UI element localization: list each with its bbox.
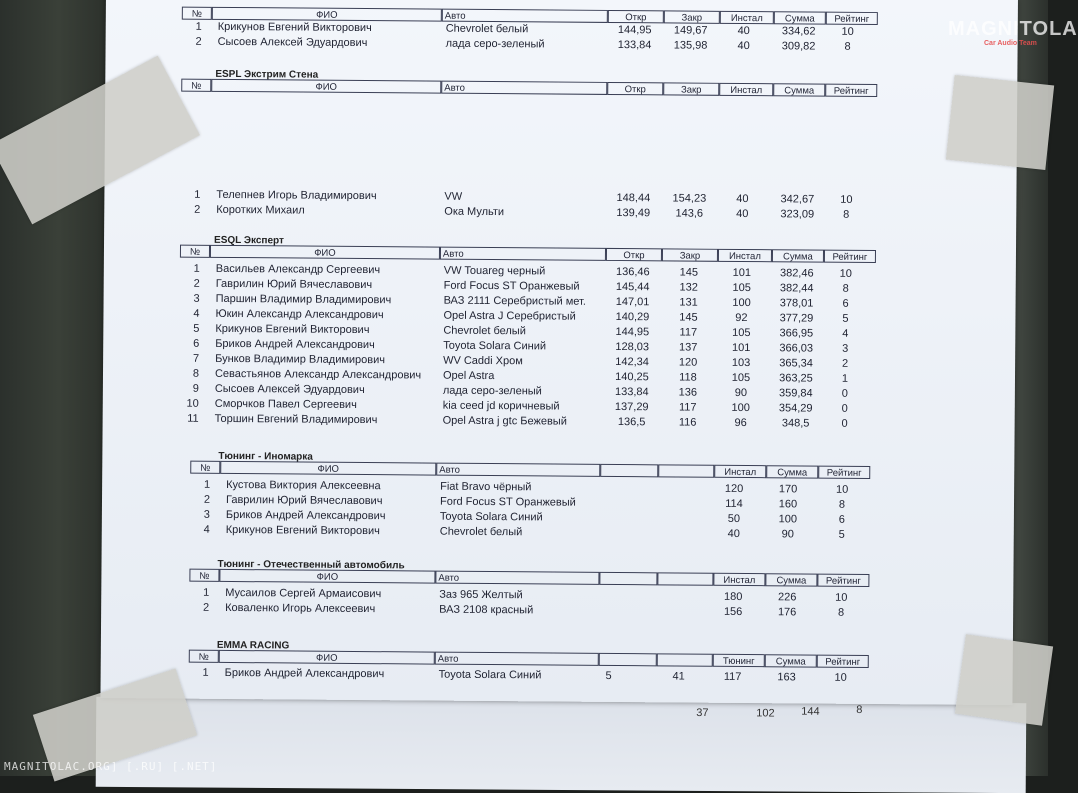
cell-c2: 145 <box>670 266 708 278</box>
header-auto: Авто <box>441 81 607 95</box>
section-title: Тюнинг - Иномарка <box>218 451 313 463</box>
cell-auto: Opel Astra <box>443 370 494 382</box>
header-no: № <box>190 461 220 474</box>
header-fio: ФИО <box>219 569 435 584</box>
cell-fio: Бунков Владимир Владимирович <box>215 353 385 366</box>
cell-c4: 366,95 <box>775 327 817 339</box>
cell-c3: 40 <box>726 25 762 37</box>
cell-fio: Крикунов Евгений Викторович <box>215 323 369 336</box>
cell-c5: 0 <box>827 388 863 400</box>
magnitola-logo-sub: Car Audio Team <box>984 40 1037 47</box>
header-otkr: Откр <box>607 82 663 95</box>
cell-no: 7 <box>183 353 199 365</box>
cell-c3: 40 <box>724 208 760 220</box>
cell-no: 10 <box>183 398 199 410</box>
cell-auto: Fiat Bravo чёрный <box>440 481 531 494</box>
cell-no: 1 <box>193 587 209 599</box>
header-summa: Сумма <box>765 654 817 667</box>
cell-c5: 10 <box>828 194 864 206</box>
cell-fio: Паршин Владимир Владимирович <box>216 293 392 306</box>
header-zakr: Закр <box>664 10 720 23</box>
cell-fio: Сысоев Алексей Эдуардович <box>215 383 365 396</box>
cell-c5: 3 <box>827 343 863 355</box>
cell-c5: 4 <box>827 328 863 340</box>
header-otkr: Откр <box>608 10 664 23</box>
cell-c4: 342,67 <box>776 193 818 205</box>
cell-fio: Васильев Александр Сергеевич <box>216 263 380 276</box>
cell-c4: 163 <box>769 671 805 683</box>
header-no: № <box>181 79 211 92</box>
cell-no: 1 <box>184 189 200 201</box>
cell-no: 8 <box>183 368 199 380</box>
cell-c4: 365,34 <box>775 357 817 369</box>
cell-c1: 133,84 <box>613 386 651 398</box>
cell-no: 1 <box>193 667 209 679</box>
cell-no: 5 <box>183 323 199 335</box>
second-sheet <box>96 697 1027 793</box>
peek-value-a: 37 <box>696 707 708 719</box>
cell-no: 2 <box>194 494 210 506</box>
header-no: № <box>189 650 219 663</box>
cell-auto: VW Touareg черный <box>444 265 546 278</box>
cell-auto: Toyota Solara Синий <box>440 511 543 524</box>
cell-c3: 101 <box>723 342 759 354</box>
cell-c5: 10 <box>824 484 860 496</box>
header-empty <box>658 464 714 477</box>
cell-c3: 50 <box>716 513 752 525</box>
header-auto: Авто <box>435 571 599 585</box>
cell-c1: 148,44 <box>614 192 652 204</box>
cell-fio: Кустова Виктория Алексеевна <box>226 479 381 492</box>
cell-c2: 149,67 <box>672 24 710 36</box>
cell-c5: 8 <box>823 607 859 619</box>
tape-top-right <box>946 75 1054 170</box>
cell-auto: лада серо-зеленый <box>443 385 542 398</box>
cell-no: 2 <box>184 204 200 216</box>
cell-c2: 145 <box>669 311 707 323</box>
header-instal: Инстал <box>713 573 765 586</box>
cell-c5: 6 <box>824 514 860 526</box>
cell-c1: 140,25 <box>613 371 651 383</box>
cell-auto: VW <box>444 191 462 203</box>
cell-auto: Заз 965 Желтый <box>439 589 523 602</box>
header-rating: Рейтинг <box>817 574 869 587</box>
cell-fio: Гаврилин Юрий Вячеславович <box>216 278 373 291</box>
header-rating: Рейтинг <box>817 655 869 668</box>
cell-no: 1 <box>194 479 210 491</box>
cell-c3: 40 <box>724 193 760 205</box>
cell-c1: 144,95 <box>616 24 654 36</box>
cell-no: 4 <box>194 524 210 536</box>
header-no: № <box>180 245 210 258</box>
section-title: Тюнинг - Отечественный автомобиль <box>217 559 404 571</box>
cell-c5: 10 <box>823 672 859 684</box>
cell-auto: Chevrolet белый <box>446 23 529 36</box>
cell-c3: 101 <box>724 267 760 279</box>
cell-no: 2 <box>193 602 209 614</box>
magnitola-logo: MAGNITOLA <box>948 18 1034 41</box>
cell-c4: 323,09 <box>776 208 818 220</box>
cell-c2: 118 <box>669 371 707 383</box>
header-auto: Авто <box>436 463 600 477</box>
section-title: ESPL Экстрим Стена <box>215 69 318 81</box>
cell-c2: 135,98 <box>672 39 710 51</box>
cell-c3: 117 <box>715 671 751 683</box>
cell-auto: Toyota Solara Синий <box>439 669 542 682</box>
cell-c2: 41 <box>659 670 699 682</box>
header-empty <box>599 572 657 585</box>
cell-auto: Chevrolet белый <box>440 526 523 539</box>
cell-no: 9 <box>183 383 199 395</box>
header-fio: ФИО <box>212 7 442 22</box>
header-empty <box>657 653 713 666</box>
cell-c1: 136,5 <box>613 416 651 428</box>
header-auto: Авто <box>442 9 608 23</box>
cell-fio: Бриков Андрей Александрович <box>225 667 385 680</box>
cell-auto: Ока Мульти <box>444 206 504 218</box>
cell-c5: 5 <box>827 313 863 325</box>
cell-c2: 154,23 <box>670 192 708 204</box>
header-rating: Рейтинг <box>825 84 877 97</box>
cell-no: 3 <box>184 293 200 305</box>
peek-value-c: 144 <box>801 706 819 718</box>
header-summa: Сумма <box>774 11 826 24</box>
cell-c2: 117 <box>669 326 707 338</box>
cell-c1: 142,34 <box>613 356 651 368</box>
table-row <box>101 666 901 687</box>
cell-c5: 10 <box>823 592 859 604</box>
cell-c1: 147,01 <box>614 296 652 308</box>
cell-c4: 377,29 <box>775 312 817 324</box>
cell-c1: 128,03 <box>613 341 651 353</box>
cell-c3: 180 <box>715 591 751 603</box>
header-instal: Инстал <box>718 249 772 262</box>
cell-fio: Сысоев Алексей Эдуардович <box>218 36 368 49</box>
cell-auto: ВАЗ 2111 Серебристый мет. <box>444 295 586 308</box>
header-empty <box>599 653 657 666</box>
header-instal: Инстал <box>719 83 773 96</box>
cell-c1: 137,29 <box>613 401 651 413</box>
cell-auto: kia ceed jd коричневый <box>443 400 560 413</box>
cell-c3: 40 <box>716 528 752 540</box>
cell-c4: 348,5 <box>775 417 817 429</box>
cell-c3: 114 <box>716 498 752 510</box>
cell-c2: 143,6 <box>670 207 708 219</box>
cell-c1: 140,29 <box>613 311 651 323</box>
header-zakr: Закр <box>662 248 718 261</box>
header-rating: Рейтинг <box>818 466 870 479</box>
cell-c4: 90 <box>770 528 806 540</box>
cell-c5: 2 <box>827 358 863 370</box>
cell-c5: 0 <box>827 418 863 430</box>
cell-c5: 5 <box>824 529 860 541</box>
tape-bottom-right <box>955 634 1053 725</box>
cell-c3: 156 <box>715 606 751 618</box>
header-summa: Сумма <box>765 573 817 586</box>
cell-c5: 10 <box>828 268 864 280</box>
cell-c5: 8 <box>824 499 860 511</box>
cell-c4: 334,62 <box>778 25 820 37</box>
cell-c5: 10 <box>830 26 866 38</box>
cell-c5: 8 <box>828 283 864 295</box>
results-sheet <box>100 0 1018 705</box>
table-header <box>104 244 904 264</box>
cell-c1: 133,84 <box>616 39 654 51</box>
cell-fio: Торшин Евгений Владимирович <box>215 413 378 426</box>
section-title: EMMA RACING <box>217 640 289 652</box>
cell-fio: Гаврилин Юрий Вячеславович <box>226 494 383 507</box>
header-summa: Сумма <box>766 465 818 478</box>
cell-c3: 96 <box>723 417 759 429</box>
header-zakr: Закр <box>663 82 719 95</box>
cell-fio: Коротких Михаил <box>216 204 305 217</box>
header-fio: ФИО <box>210 245 440 260</box>
cell-auto: Chevrolet белый <box>443 325 526 338</box>
cell-fio: Коваленко Игорь Алексеевич <box>225 602 375 615</box>
cell-c3: 90 <box>723 387 759 399</box>
header-rating: Рейтинг <box>826 12 878 25</box>
header-summa: Сумма <box>772 249 824 262</box>
cell-c4: 363,25 <box>775 372 817 384</box>
cell-auto: ВАЗ 2108 красный <box>439 604 533 617</box>
cell-c2: 137 <box>669 341 707 353</box>
cell-c1: 139,49 <box>614 207 652 219</box>
cell-fio: Мусаилов Сергей Армаисович <box>225 587 381 600</box>
cell-c4: 382,44 <box>776 282 818 294</box>
cell-c3: 100 <box>723 402 759 414</box>
cell-c5: 8 <box>828 209 864 221</box>
cell-auto: Toyota Solara Синий <box>443 340 546 353</box>
cell-c4: 359,84 <box>775 387 817 399</box>
cell-c2: 117 <box>669 401 707 413</box>
cell-auto: Ford Focus ST Оранжевый <box>444 280 580 293</box>
header-empty <box>600 464 658 477</box>
cell-c3: 103 <box>723 357 759 369</box>
cell-c2: 131 <box>670 296 708 308</box>
cell-fio: Крикунов Евгений Викторович <box>226 524 380 537</box>
header-no: № <box>189 569 219 582</box>
header-empty <box>657 572 713 585</box>
cell-c1: 144,95 <box>613 326 651 338</box>
cell-no: 11 <box>183 413 199 425</box>
cell-c3: 105 <box>724 282 760 294</box>
cell-fio: Юкин Александр Александрович <box>215 308 383 321</box>
header-fio: ФИО <box>219 650 435 665</box>
cell-c3: 120 <box>716 483 752 495</box>
header-no: № <box>182 7 212 20</box>
cell-c4: 309,82 <box>778 40 820 52</box>
cell-no: 2 <box>186 36 202 48</box>
cell-c4: 226 <box>769 591 805 603</box>
cell-c4: 170 <box>770 483 806 495</box>
cell-fio: Крикунов Евгений Викторович <box>218 21 372 34</box>
cell-no: 4 <box>183 308 199 320</box>
cell-c4: 176 <box>769 606 805 618</box>
header-fio: ФИО <box>220 461 436 476</box>
table-header <box>102 460 902 480</box>
section-title: ESQL Эксперт <box>214 235 284 247</box>
cell-no: 2 <box>184 278 200 290</box>
cell-c4: 354,29 <box>775 402 817 414</box>
cell-fio: Севастьянов Александр Александрович <box>215 368 421 382</box>
cell-auto: лада серо-зеленый <box>446 38 545 51</box>
cell-c3: 100 <box>724 297 760 309</box>
header-auto: Авто <box>435 652 599 666</box>
peek-value-d: 8 <box>856 704 862 716</box>
cell-c3: 105 <box>723 327 759 339</box>
cell-no: 3 <box>194 509 210 521</box>
cell-c5: 1 <box>827 373 863 385</box>
cell-c4: 100 <box>770 513 806 525</box>
cell-c3: 105 <box>723 372 759 384</box>
cell-c5: 0 <box>827 403 863 415</box>
cell-auto: Opel Astra j gtc Бежевый <box>443 415 567 428</box>
cell-c5: 8 <box>830 41 866 53</box>
cell-c4: 382,46 <box>776 267 818 279</box>
header-instal: Инстал <box>714 465 766 478</box>
cell-fio: Сморчков Павел Сергеевич <box>215 398 357 411</box>
cell-c3: 92 <box>723 312 759 324</box>
cell-c1: 5 <box>599 670 619 682</box>
cell-fio: Телепнев Игорь Владимирович <box>216 189 376 202</box>
cell-fio: Бриков Андрей Александрович <box>226 509 386 522</box>
cell-auto: Opel Astra J Серебристый <box>443 310 575 323</box>
cell-fio: Бриков Андрей Александрович <box>215 338 375 351</box>
cell-c5: 6 <box>828 298 864 310</box>
cell-c2: 116 <box>669 416 707 428</box>
cell-c3: 40 <box>726 40 762 52</box>
table-header <box>101 568 901 588</box>
site-watermark: MAGNITOLAC.ORG] [.RU] [.NET] <box>4 760 217 773</box>
cell-auto: WV Caddi Хром <box>443 355 523 368</box>
header-instal: Инстал <box>720 11 774 24</box>
cell-c4: 160 <box>770 498 806 510</box>
table-header <box>105 78 905 98</box>
cell-c1: 136,46 <box>614 266 652 278</box>
cell-c4: 366,03 <box>775 342 817 354</box>
header-otkr: Откр <box>606 248 662 261</box>
header-tuning: Тюнинг <box>713 654 765 667</box>
cell-no: 1 <box>184 263 200 275</box>
cell-no: 1 <box>186 21 202 33</box>
header-rating: Рейтинг <box>824 250 876 263</box>
header-summa: Сумма <box>773 83 825 96</box>
header-fio: ФИО <box>211 79 441 94</box>
cell-c2: 132 <box>670 281 708 293</box>
cell-c1: 145,44 <box>614 281 652 293</box>
cell-no: 6 <box>183 338 199 350</box>
cell-c2: 136 <box>669 386 707 398</box>
peek-value-b: 102 <box>756 707 774 719</box>
cell-c2: 120 <box>669 356 707 368</box>
header-auto: Авто <box>440 247 606 261</box>
cell-c4: 378,01 <box>776 297 818 309</box>
cell-auto: Ford Focus ST Оранжевый <box>440 496 576 509</box>
